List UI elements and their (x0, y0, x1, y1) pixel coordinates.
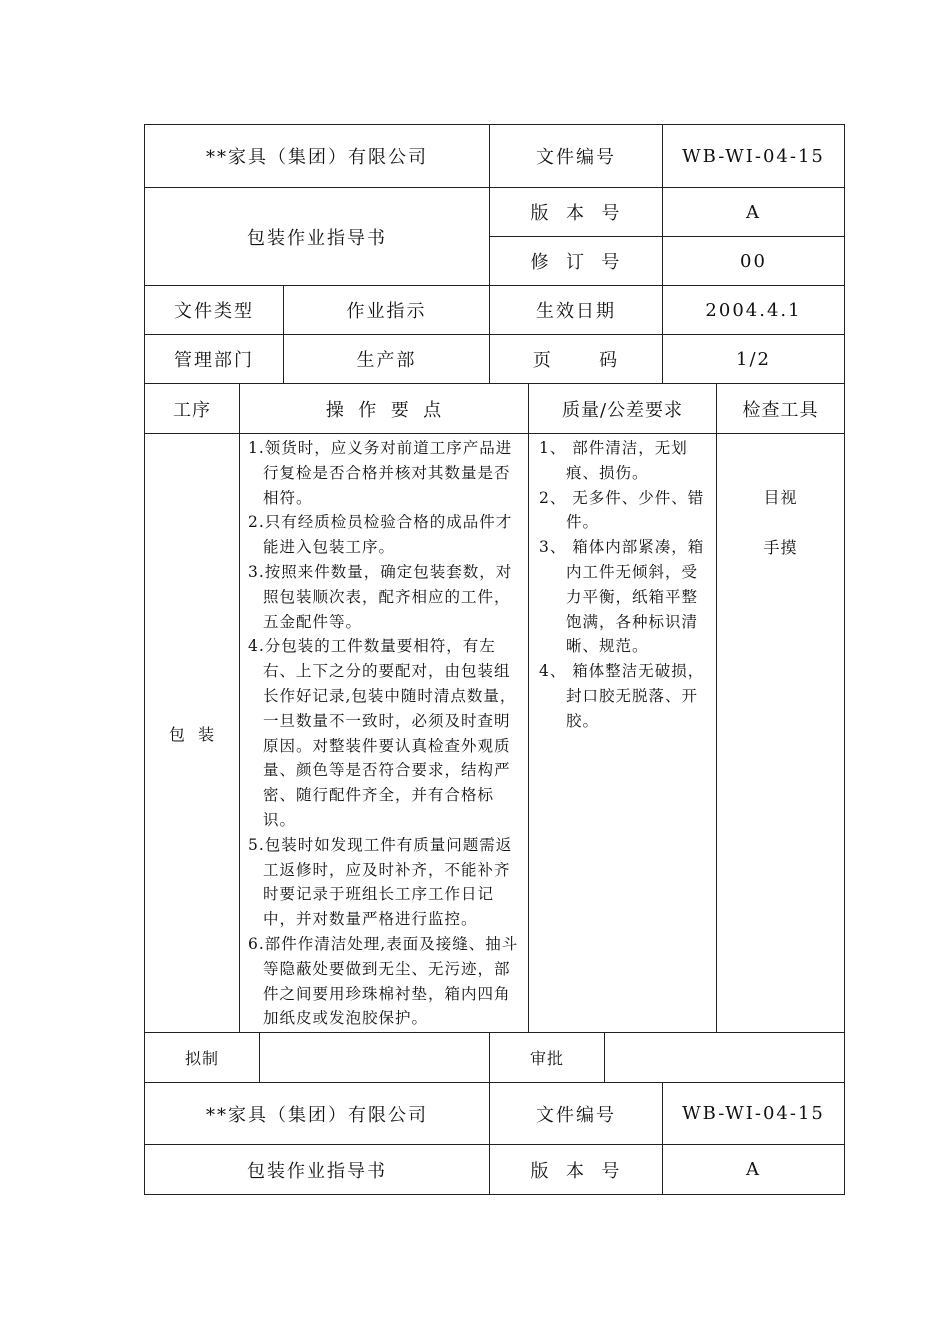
doc-no-label: 文件编号 (490, 125, 663, 188)
page2-version-label: 版 本 号 (490, 1145, 663, 1195)
drafted-value (260, 1033, 490, 1083)
version-value: A (663, 188, 845, 237)
revision-label: 修 订 号 (490, 237, 663, 286)
operation-points (240, 434, 529, 1033)
point-item-3: 3.按照来件数量，确定包装套数，对照包装顺次表，配齐相应的工件，五金配件等。 (248, 562, 513, 631)
point-item-6: 6.部件作清洁处理,表面及接缝、抽斗等隐蔽处要做到无尘、无污迹，部件之间要用珍珠棉衬垫，箱内四角加纸皮或发泡胶保护。 (248, 934, 519, 1028)
effective-date-value: 2004.4.1 (663, 286, 845, 335)
signoff-table (144, 1032, 845, 1083)
page2-document-title: 包装作业指导书 (145, 1145, 490, 1195)
header-table (144, 124, 845, 384)
page2-version-value: A (663, 1145, 845, 1195)
page-value: 1/2 (663, 335, 845, 384)
col-process-header: 工序 (145, 384, 240, 434)
doc-type-label: 文件类型 (145, 286, 284, 335)
point-item-2: 2.只有经质检员检验合格的成品件才能进入包装工序。 (248, 513, 513, 557)
point-item-4: 4.分包装的工件数量要相符，有左右、上下之分的要配对，由包装组长作好记录,包装中随时清点数量，一旦数量不一致时，必须及时查明原因。对整装件要认真检查外观质量、颜色等是否符合要求，结构严密、随行配件齐全，并有合格标识。 (248, 637, 517, 829)
drafted-label: 拟制 (145, 1033, 260, 1083)
quality-requirements (529, 434, 717, 1033)
version-label: 版 本 号 (490, 188, 663, 237)
doc-type-value: 作业指示 (284, 286, 490, 335)
doc-no-value: WB-WI-04-15 (663, 125, 845, 188)
effective-date-label: 生效日期 (490, 286, 663, 335)
document-title: 包装作业指导书 (145, 188, 490, 286)
tool-item-1: 目视 (763, 488, 798, 507)
page2-doc-no-value: WB-WI-04-15 (663, 1083, 845, 1145)
process-name: 包 装 (145, 434, 240, 1033)
col-quality-header: 质量/公差要求 (529, 384, 717, 434)
approved-label: 审批 (490, 1033, 605, 1083)
tool-item-2: 手摸 (763, 538, 798, 557)
dept-value: 生产部 (284, 335, 490, 384)
inspection-tools (717, 434, 845, 1033)
page2-doc-no-label: 文件编号 (490, 1083, 663, 1145)
col-tools-header: 检查工具 (717, 384, 845, 434)
page2-header-table (144, 1082, 845, 1195)
page-label: 页 码 (490, 335, 663, 384)
dept-label: 管理部门 (145, 335, 284, 384)
point-item-5: 5.包装时如发现工件有质量问题需返工返修时，应及时补齐，不能补齐时要记录于班组长工序工作日记中，并对数量严格进行监控。 (248, 835, 513, 929)
quality-item-3: 3、 箱体内部紧凑，箱内工件无倾斜，受力平衡，纸箱平整饱满，各种标识清晰、规范。 (539, 538, 705, 656)
page2-company-name: **家具（集团）有限公司 (145, 1083, 490, 1145)
approved-value (605, 1033, 845, 1083)
quality-item-1: 1、 部件清洁，无划痕、损伤。 (539, 439, 688, 482)
col-points-header: 操 作 要 点 (240, 384, 529, 434)
instruction-table (144, 383, 845, 1033)
quality-item-4: 4、 箱体整洁无破损，封口胶无脱落、开胶。 (539, 662, 705, 730)
quality-item-2: 2、 无多件、少件、错件。 (539, 488, 705, 532)
point-item-1: 1.领货时，应义务对前道工序产品进行复检是否合格并核对其数量是否相符。 (248, 439, 513, 507)
company-name: **家具（集团）有限公司 (145, 125, 490, 188)
revision-value: 00 (663, 237, 845, 286)
